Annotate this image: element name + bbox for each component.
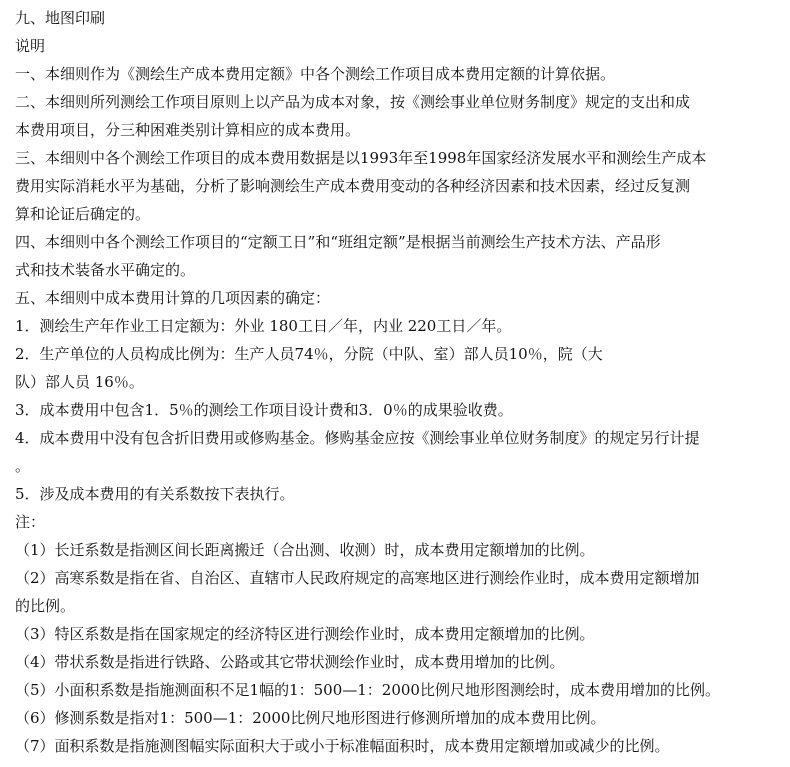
paragraph-line: 算和论证后确定的。 bbox=[15, 205, 151, 223]
paragraph-line: 费用实际消耗水平为基础，分析了影响测绘生产成本费用变动的各种经济因素和技术因素，经过反复测 bbox=[15, 177, 691, 195]
list-item-line: 5．涉及成本费用的有关系数按下表执行。 bbox=[15, 485, 295, 503]
note-line: （7）面积系数是指施测图幅实际面积大于或小于标准幅面积时，成本费用定额增加或减少的比例。 bbox=[15, 737, 670, 755]
notes-heading: 注： bbox=[15, 513, 46, 531]
section-title: 九、地图印刷 bbox=[15, 9, 106, 27]
note-line: （2）高寒系数是指在省、自治区、直辖市人民政府规定的高寒地区进行测绘作业时，成本费用定额增加 bbox=[15, 569, 700, 587]
list-item-line: 。 bbox=[15, 457, 31, 475]
explanation-heading: 说明 bbox=[15, 37, 46, 55]
list-item-line: 队）部人员 16％。 bbox=[15, 373, 144, 391]
note-line: （1）长迁系数是指测区间长距离搬迁（合出测、收测）时，成本费用定额增加的比例。 bbox=[15, 541, 595, 559]
paragraph-line: 一、本细则作为《测绘生产成本费用定额》中各个测绘工作项目成本费用定额的计算依据。 bbox=[15, 65, 616, 83]
note-line: （3）特区系数是指在国家规定的经济特区进行测绘作业时，成本费用定额增加的比例。 bbox=[15, 625, 595, 643]
note-line: 的比例。 bbox=[15, 597, 76, 615]
paragraph-line: 本费用项目，分三种困难类别计算相应的成本费用。 bbox=[15, 121, 361, 139]
paragraph-line: 四、本细则中各个测绘工作项目的“定额工日”和“班组定额”是根据当前测绘生产技术方法、产品形 bbox=[15, 233, 661, 251]
paragraph-line: 五、本细则中成本费用计算的几项因素的确定： bbox=[15, 289, 331, 307]
list-item-line: 1．测绘生产年作业工日定额为：外业 180工日／年，内业 220工日／年。 bbox=[15, 317, 512, 335]
list-item-line: 2．生产单位的人员构成比例为：生产人员74％，分院（中队、室）部人员10％，院（大 bbox=[15, 345, 603, 363]
paragraph-line: 二、本细则所列测绘工作项目原则上以产品为成本对象，按《测绘事业单位财务制度》规定的支出和成 bbox=[15, 93, 691, 111]
paragraph-line: 式和技术装备水平确定的。 bbox=[15, 261, 196, 279]
list-item-line: 3．成本费用中包含1．5％的测绘工作项目设计费和3．0％的成果验收费。 bbox=[15, 401, 513, 419]
paragraph-line: 三、本细则中各个测绘工作项目的成本费用数据是以1993年至1998年国家经济发展水平和测绘生产成本 bbox=[15, 149, 707, 167]
document-body bbox=[15, 4, 775, 760]
list-item-line: 4．成本费用中没有包含折旧费用或修购基金。修购基金应按《测绘事业单位财务制度》的规定另行计提 bbox=[15, 429, 700, 447]
note-line: （5）小面积系数是指施测面积不足1幅的1：500—1：2000比例尺地形图测绘时，成本费用增加的比例。 bbox=[15, 681, 720, 699]
note-line: （4）带状系数是指进行铁路、公路或其它带状测绘作业时，成本费用增加的比例。 bbox=[15, 653, 565, 671]
note-line: （6）修测系数是指对1：500—1：2000比例尺地形图进行修测所增加的成本费用比例。 bbox=[15, 709, 606, 727]
